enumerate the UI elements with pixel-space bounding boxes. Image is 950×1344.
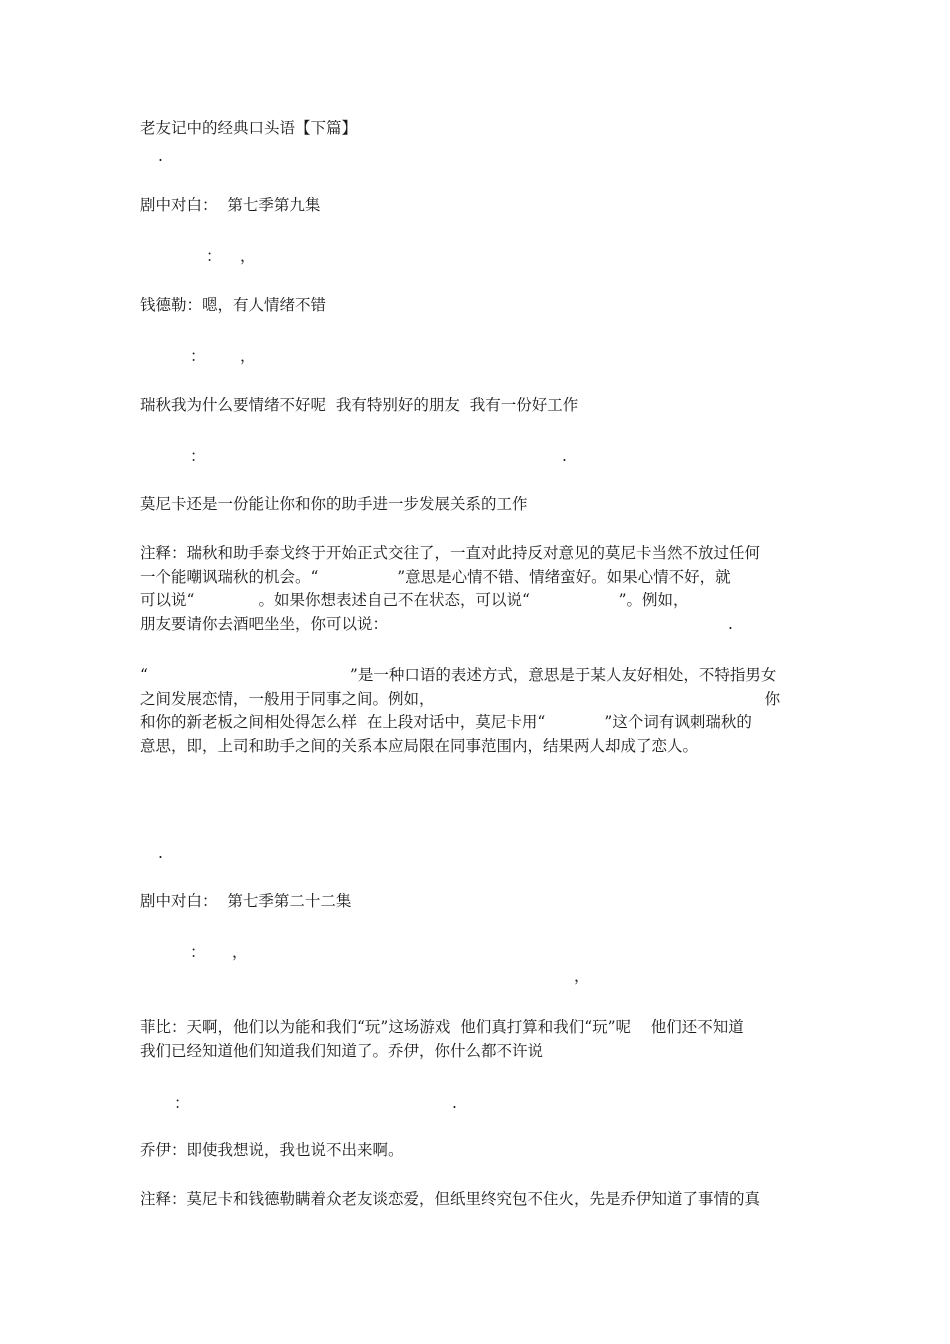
annotation-line: 一个能嘲讽瑞秋的机会。“ ”意思是心情不错、情绪蛮好。如果心情不好，就 [140, 567, 731, 586]
annotation-line: 意思，即，上司和助手之间的关系本应局限在同事范围内，结果两人却成了恋人。 [140, 736, 699, 755]
english-line-comma: ， [240, 347, 256, 365]
english-line-dot: . [452, 1094, 457, 1112]
dialogue-line: 我们已经知道他们知道我们知道了。乔伊，你什么都不许说 [140, 1041, 544, 1060]
annotation-paragraph: 注释：莫尼卡和钱德勒瞒着众老友谈恋爱，但纸里终究包不住火，先是乔伊知道了事情的真 [140, 1190, 761, 1208]
annotation-line: 可以说“ 。如果你想表述自己不在状态，可以说“ ”。例如， [140, 591, 689, 609]
section2-dot: . [158, 844, 163, 862]
dialogue-line: 菲比：天啊，他们以为能和我们“玩”这场游戏 他们真打算和我们“玩”呢 他们还不知道 [140, 1018, 744, 1036]
english-line-dot: . [562, 447, 567, 465]
annotation-line: 朋友要请你去酒吧坐坐，你可以说： . [140, 614, 733, 633]
annotation-line: “ ”是一种口语的表述方式，意思是于某人友好相处，不特指男女 [140, 666, 777, 684]
dialogue-chandler: 钱德勒：嗯，有人情绪不错 [140, 296, 327, 314]
dialogue-monica: 莫尼卡还是一份能让你和你的助手进一步发展关系的工作 [140, 495, 528, 513]
dialogue-joey: 乔伊：即使我想说，我也说不出来啊。 [140, 1141, 404, 1159]
english-line-colon: ： [190, 943, 206, 961]
section2-heading: 剧中对白： 第七季第二十二集 [140, 892, 352, 910]
english-line-comma: ， [232, 943, 248, 961]
section1-heading: 剧中对白： 第七季第九集 [140, 196, 321, 214]
english-line-comma: ， [240, 247, 256, 265]
dialogue-phoebe [140, 1016, 810, 1063]
section1-dot: . [158, 147, 163, 165]
annotation-line: 注释：瑞秋和助手泰戈终于开始正式交往了，一直对此持反对意见的莫尼卡当然不放过任何 [140, 544, 761, 562]
english-line-comma: ， [574, 967, 590, 985]
english-line-colon: ： [206, 247, 222, 265]
english-line-colon: ： [190, 447, 206, 465]
annotation-paragraph [140, 664, 810, 758]
document-title: 老友记中的经典口头语【下篇】 [140, 119, 358, 137]
dialogue-rachel: 瑞秋我为什么要情绪不好呢 我有特别好的朋友 我有一份好工作 [140, 396, 579, 414]
annotation-line: 之间发展恋情，一般用于同事之间。例如， 你 [140, 689, 781, 708]
english-line-colon: ： [174, 1094, 190, 1112]
annotation-line: 和你的新老板之间相处得怎么样 在上段对话中，莫尼卡用“ ”这个词有讽刺瑞秋的 [140, 713, 752, 731]
english-line-colon: ： [190, 347, 206, 365]
annotation-paragraph [140, 542, 810, 636]
